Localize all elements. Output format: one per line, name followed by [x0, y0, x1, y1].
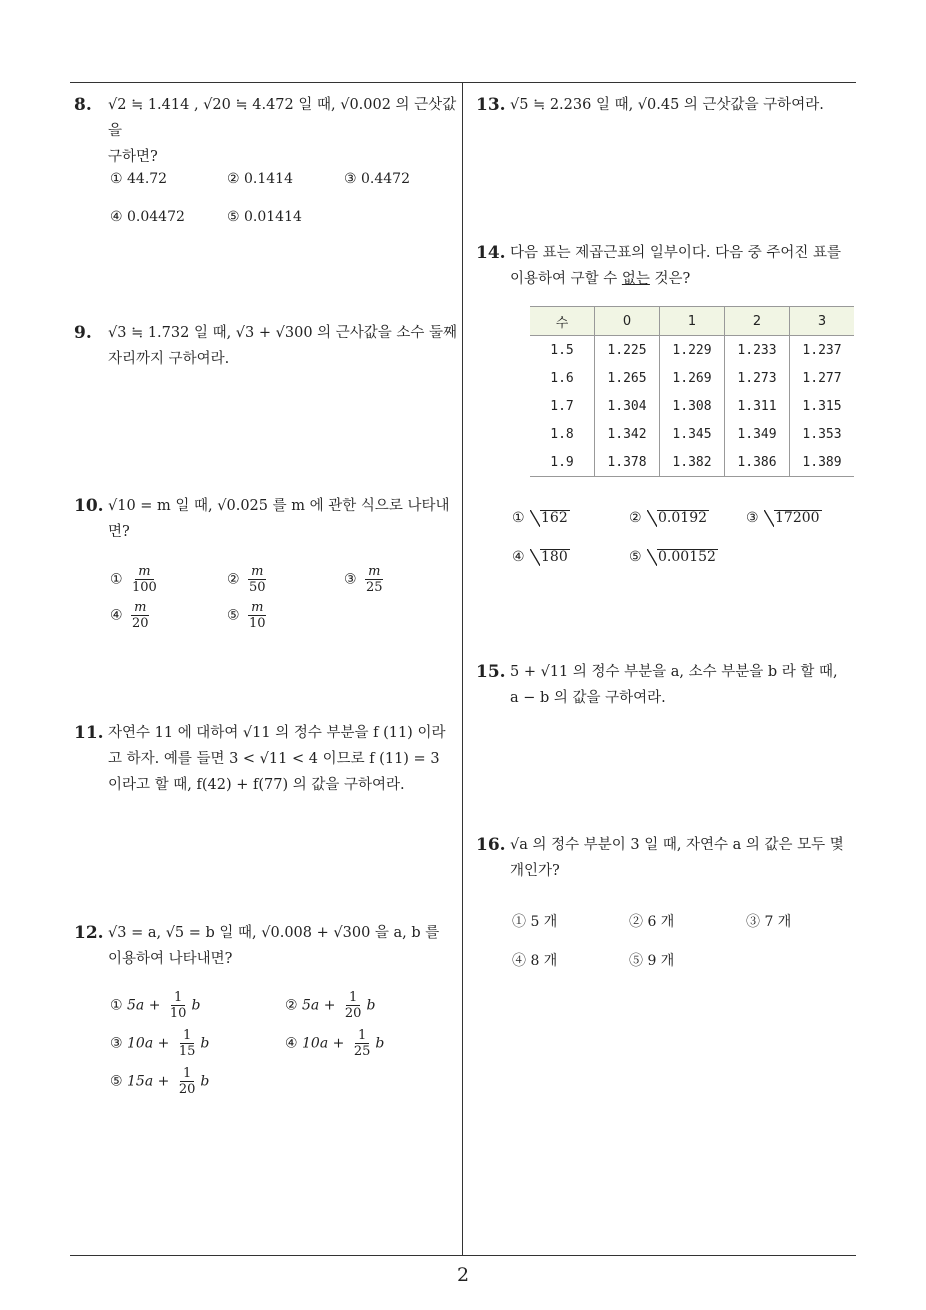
radical: 0.00152: [658, 549, 716, 565]
table-row: [530, 392, 854, 420]
table-cell: 1.7: [530, 392, 595, 420]
table-cell: 1.5: [530, 336, 595, 365]
underlined-word: 없는: [621, 271, 650, 287]
question-number: 10.: [74, 496, 104, 516]
table-cell: 1.342: [595, 420, 660, 448]
question-number: 13.: [476, 95, 506, 115]
question-11: [74, 720, 458, 798]
fraction: $\frac{1}{20}$: [178, 1066, 196, 1097]
option-2[interactable]: ② 0.1414: [227, 171, 293, 187]
question-16: [476, 832, 860, 884]
table-cell: 1.9: [530, 448, 595, 477]
option-2[interactable]: ② 5a + $\frac{1}{20}$ b: [285, 990, 376, 1021]
fraction: $\frac{1}{15}$: [178, 1028, 196, 1059]
question-number: 8.: [74, 95, 92, 115]
fraction: $\frac{1}{25}$: [353, 1028, 371, 1059]
question-14: [476, 240, 860, 292]
question-text: 자연수 11 에 대하여 √11 의 정수 부분을 f (11) 이라 고 하자. 예를 들면 3 < √11 < 4 이므로 f (11) = 3 이라고 할 때, f(42) + f(77) 의 값을 구하여라.: [108, 725, 446, 793]
option-4[interactable]: ④ 180: [512, 549, 568, 565]
option-4[interactable]: ④ 8 개: [512, 953, 558, 969]
bottom-rule: [70, 1255, 856, 1256]
page-number: 2: [456, 1264, 470, 1286]
fraction: $\frac{m}{25}$: [366, 564, 383, 595]
table-cell: 1.273: [725, 364, 790, 392]
option-4[interactable]: ④ 0.04472: [110, 209, 185, 225]
top-rule: [70, 82, 856, 83]
option-2[interactable]: ② 6 개: [629, 914, 675, 930]
table-cell: 1.6: [530, 364, 595, 392]
table-header-cell: 1: [660, 307, 725, 336]
option-5[interactable]: ⑤ 15a + $\frac{1}{20}$ b: [110, 1066, 210, 1097]
question-text: √5 ≒ 2.236 일 때, √0.45 의 근삿값을 구하여라.: [510, 97, 824, 113]
question-15: [476, 659, 860, 711]
table-cell: 1.269: [660, 364, 725, 392]
option-4[interactable]: ④ $\frac{m}{20}$: [110, 600, 154, 631]
table-cell: 1.378: [595, 448, 660, 477]
question-text: √10 = m 일 때, √0.025 를 m 에 관한 식으로 나타내 면?: [108, 498, 450, 540]
table-cell: 1.265: [595, 364, 660, 392]
table-cell: 1.349: [725, 420, 790, 448]
question-text: √a 의 정수 부분이 3 일 때, 자연수 a 의 값은 모두 몇 개인가?: [510, 837, 844, 879]
fraction: $\frac{m}{20}$: [132, 600, 149, 631]
table-cell: 1.308: [660, 392, 725, 420]
question-13: [476, 92, 860, 118]
option-1[interactable]: ① 5a + $\frac{1}{10}$ b: [110, 990, 201, 1021]
table-cell: 1.345: [660, 420, 725, 448]
fraction: $\frac{m}{10}$: [249, 600, 266, 631]
option-3[interactable]: ③ 17200: [746, 510, 820, 526]
table-cell: 1.8: [530, 420, 595, 448]
table-row: [530, 336, 854, 365]
table-cell: 1.311: [725, 392, 790, 420]
table-header-cell: 0: [595, 307, 660, 336]
question-text: √3 ≒ 1.732 일 때, √3 + √300 의 근사값을 소수 둘째 자리까지 구하여라.: [108, 325, 458, 367]
radical: 180: [541, 549, 568, 565]
fraction: $\frac{m}{100}$: [132, 564, 157, 595]
option-5[interactable]: ⑤ $\frac{m}{10}$: [227, 600, 271, 631]
column-divider: [462, 82, 463, 1255]
radical: 17200: [775, 510, 820, 526]
table-cell: 1.389: [790, 448, 855, 477]
fraction: $\frac{1}{10}$: [169, 990, 187, 1021]
table-header-row: [530, 307, 854, 336]
table-row: [530, 448, 854, 477]
question-text: √2 ≒ 1.414 , √20 ≒ 4.472 일 때, √0.002 의 근삿값을 구하면?: [108, 97, 457, 165]
question-number: 16.: [476, 835, 506, 855]
question-number: 15.: [476, 662, 506, 682]
table-cell: 1.386: [725, 448, 790, 477]
option-5[interactable]: ⑤ 0.01414: [227, 209, 302, 225]
radical: 0.0192: [658, 510, 708, 526]
option-1[interactable]: ① $\frac{m}{100}$: [110, 564, 162, 595]
table-header-cell: 2: [725, 307, 790, 336]
square-root-table: [530, 306, 854, 477]
question-text: 다음 표는 제곱근표의 일부이다. 다음 중 주어진 표를 이용하여 구할 수 없는 것은?: [510, 245, 842, 287]
question-number: 11.: [74, 723, 104, 743]
question-text: 5 + √11 의 정수 부분을 a, 소수 부분을 b 라 할 때, a − b 의 값을 구하여라.: [510, 664, 838, 706]
table-row: [530, 420, 854, 448]
fraction: $\frac{m}{50}$: [249, 564, 266, 595]
table-header-cell: 3: [790, 307, 855, 336]
table-cell: 1.304: [595, 392, 660, 420]
option-3[interactable]: ③ $\frac{m}{25}$: [344, 564, 388, 595]
option-3[interactable]: ③ 0.4472: [344, 171, 410, 187]
option-3[interactable]: ③ 7 개: [746, 914, 792, 930]
table-cell: 1.277: [790, 364, 855, 392]
option-1[interactable]: ① 44.72: [110, 171, 168, 187]
option-5[interactable]: ⑤ 0.00152: [629, 549, 716, 565]
question-text: √3 = a, √5 = b 일 때, √0.008 + √300 을 a, b 를 이용하여 나타내면?: [108, 925, 440, 967]
question-number: 12.: [74, 923, 104, 943]
option-2[interactable]: ② 0.0192: [629, 510, 708, 526]
table-header-cell: 수: [530, 307, 595, 336]
table-row: [530, 364, 854, 392]
question-number: 14.: [476, 243, 506, 263]
option-5[interactable]: ⑤ 9 개: [629, 953, 675, 969]
question-10: [74, 493, 458, 545]
radical: 162: [541, 510, 568, 526]
table-cell: 1.382: [660, 448, 725, 477]
table-cell: 1.353: [790, 420, 855, 448]
table-cell: 1.315: [790, 392, 855, 420]
option-2[interactable]: ② $\frac{m}{50}$: [227, 564, 271, 595]
fraction: $\frac{1}{20}$: [344, 990, 362, 1021]
question-number: 9.: [74, 323, 92, 343]
table-cell: 1.233: [725, 336, 790, 365]
question-12: [74, 920, 458, 972]
option-3[interactable]: ③ 10a + $\frac{1}{15}$ b: [110, 1028, 210, 1059]
table-cell: 1.229: [660, 336, 725, 365]
option-1[interactable]: ① 162: [512, 510, 568, 526]
table-cell: 1.225: [595, 336, 660, 365]
option-1[interactable]: ① 5 개: [512, 914, 558, 930]
option-4[interactable]: ④ 10a + $\frac{1}{25}$ b: [285, 1028, 385, 1059]
question-8: [74, 92, 458, 170]
question-9: [74, 320, 458, 372]
table-cell: 1.237: [790, 336, 855, 365]
